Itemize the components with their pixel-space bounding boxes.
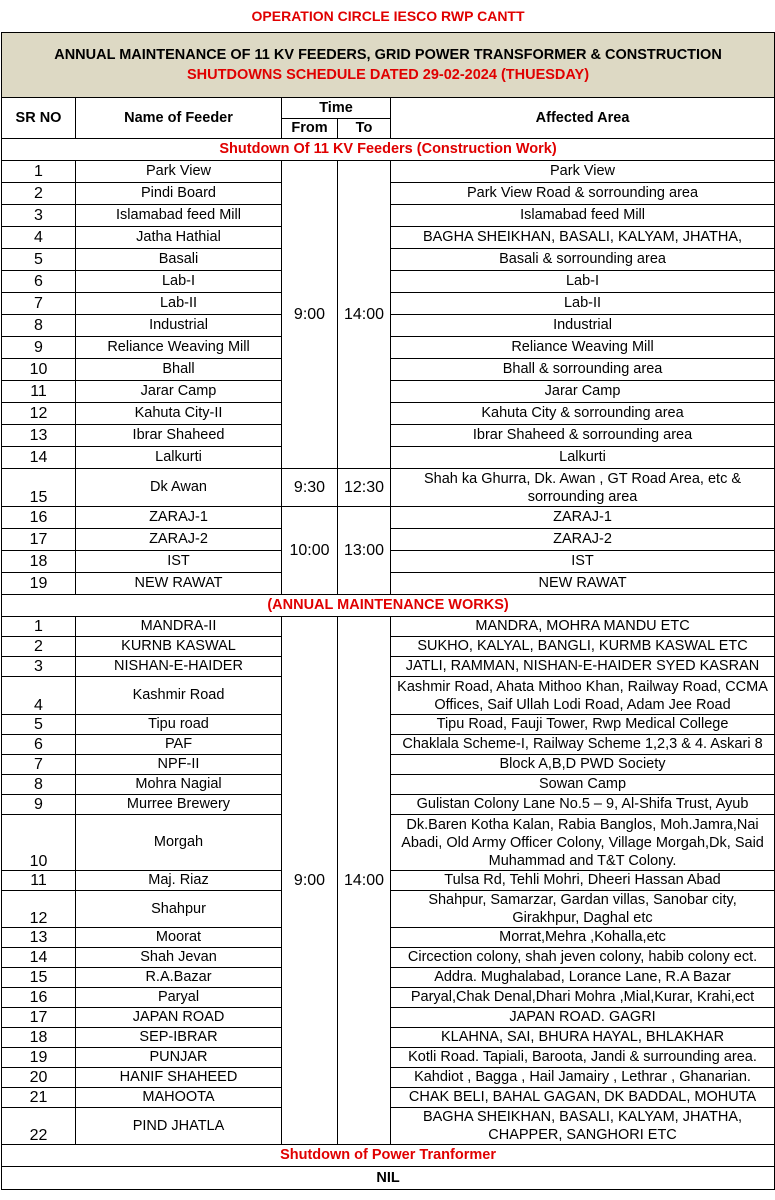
schedule-heading (2, 33, 775, 98)
feeder-name-cell: ZARAJ-1 (76, 507, 282, 529)
feeder-name-cell: MAHOOTA (76, 1088, 282, 1108)
affected-area-cell: Kahdiot , Bagga , Hail Jamairy , Lethrar , Ghanarian. (391, 1068, 775, 1088)
sr-no-cell: 15 (2, 968, 76, 988)
affected-area-cell: BAGHA SHEIKHAN, BASALI, KALYAM, JHATHA, CHAPPER, SANGHORI ETC (391, 1108, 775, 1145)
feeder-name-cell: ZARAJ-2 (76, 529, 282, 551)
time-from-cell: 9:00 (282, 617, 338, 1145)
feeder-name-cell: NISHAN-E-HAIDER (76, 657, 282, 677)
affected-area-cell: JAPAN ROAD. GAGRI (391, 1008, 775, 1028)
affected-area-cell: Reliance Weaving Mill (391, 337, 775, 359)
sr-no-cell: 4 (2, 677, 76, 715)
affected-area-cell: Tipu Road, Fauji Tower, Rwp Medical College (391, 715, 775, 735)
affected-area-cell: Kotli Road. Tapiali, Baroota, Jandi & surrounding area. (391, 1048, 775, 1068)
affected-area-cell: Jarar Camp (391, 381, 775, 403)
sr-no-cell: 16 (2, 988, 76, 1008)
affected-area-cell: Dk.Baren Kotha Kalan, Rabia Banglos, Moh.Jamra,Nai Abadi, Old Army Officer Colony, Village Morgah,Dk, Said Muhammad and T&T Colony. (391, 815, 775, 871)
affected-area-cell: Lalkurti (391, 447, 775, 469)
sr-no-cell: 5 (2, 249, 76, 271)
affected-area-cell: Islamabad feed Mill (391, 205, 775, 227)
sr-no-cell: 2 (2, 637, 76, 657)
sr-no-cell: 8 (2, 775, 76, 795)
sr-no-cell: 18 (2, 1028, 76, 1048)
feeder-name-cell: Lab-I (76, 271, 282, 293)
feeder-name-cell: MANDRA-II (76, 617, 282, 637)
time-from-cell: 9:00 (282, 161, 338, 469)
feeder-name-cell: NEW RAWAT (76, 573, 282, 595)
sr-no-cell: 12 (2, 403, 76, 425)
feeder-name-cell: Morgah (76, 815, 282, 871)
sr-no-cell: 2 (2, 183, 76, 205)
feeder-name-cell: Tipu road (76, 715, 282, 735)
sr-no-cell: 22 (2, 1108, 76, 1145)
feeder-name-cell: Shah Jevan (76, 948, 282, 968)
affected-area-cell: Tulsa Rd, Tehli Mohri, Dheeri Hassan Abad (391, 871, 775, 891)
affected-area-cell: Lab-I (391, 271, 775, 293)
sr-no-cell: 9 (2, 795, 76, 815)
affected-area-cell: Block A,B,D PWD Society (391, 755, 775, 775)
time-from-cell: 9:30 (282, 469, 338, 507)
affected-area-cell: Sowan Camp (391, 775, 775, 795)
feeder-name-cell: JAPAN ROAD (76, 1008, 282, 1028)
feeder-name-cell: SEP-IBRAR (76, 1028, 282, 1048)
feeder-name-cell: Reliance Weaving Mill (76, 337, 282, 359)
affected-area-cell: KLAHNA, SAI, BHURA HAYAL, BHLAKHAR (391, 1028, 775, 1048)
feeder-name-cell: Ibrar Shaheed (76, 425, 282, 447)
affected-area-cell: Kahuta City & sorrounding area (391, 403, 775, 425)
shutdown-schedule-table (1, 0, 775, 1190)
sr-no-cell: 21 (2, 1088, 76, 1108)
feeder-row (2, 161, 775, 183)
affected-area-cell: Park View Road & sorrounding area (391, 183, 775, 205)
feeder-name-cell: Jatha Hathial (76, 227, 282, 249)
col-time: Time (282, 98, 391, 119)
feeder-name-cell: R.A.Bazar (76, 968, 282, 988)
sr-no-cell: 14 (2, 447, 76, 469)
affected-area-cell: Lab-II (391, 293, 775, 315)
sr-no-cell: 10 (2, 359, 76, 381)
sr-no-cell: 9 (2, 337, 76, 359)
heading-line-2: SHUTDOWNS SCHEDULE DATED 29-02-2024 (THUESDAY) (187, 67, 590, 83)
feeder-name-cell: PAF (76, 735, 282, 755)
heading-line-1: ANNUAL MAINTENANCE OF 11 KV FEEDERS, GRID POWER TRANSFORMER & CONSTRUCTION (54, 47, 722, 63)
feeder-name-cell: Lab-II (76, 293, 282, 315)
transformer-value: NIL (2, 1167, 775, 1190)
feeder-name-cell: Moorat (76, 928, 282, 948)
time-to-cell: 14:00 (338, 161, 391, 469)
sr-no-cell: 16 (2, 507, 76, 529)
feeder-name-cell: Jarar Camp (76, 381, 282, 403)
affected-area-cell: Circection colony, shah jeven colony, habib colony ect. (391, 948, 775, 968)
col-sr-no: SR NO (2, 98, 76, 139)
col-feeder: Name of Feeder (76, 98, 282, 139)
affected-area-cell: CHAK BELI, BAHAL GAGAN, DK BADDAL, MOHUTA (391, 1088, 775, 1108)
feeder-name-cell: Bhall (76, 359, 282, 381)
section-maintenance-title: (ANNUAL MAINTENANCE WORKS) (2, 595, 775, 617)
feeder-name-cell: KURNB KASWAL (76, 637, 282, 657)
affected-area-cell: Basali & sorrounding area (391, 249, 775, 271)
feeder-name-cell: Murree Brewery (76, 795, 282, 815)
affected-area-cell: ZARAJ-1 (391, 507, 775, 529)
sr-no-cell: 1 (2, 617, 76, 637)
feeder-name-cell: Pindi Board (76, 183, 282, 205)
feeder-name-cell: NPF-II (76, 755, 282, 775)
affected-area-cell: Industrial (391, 315, 775, 337)
feeder-name-cell: Shahpur (76, 891, 282, 928)
time-to-cell: 14:00 (338, 617, 391, 1145)
feeder-name-cell: Mohra Nagial (76, 775, 282, 795)
sr-no-cell: 3 (2, 205, 76, 227)
affected-area-cell: Paryal,Chak Denal,Dhari Mohra ,Mial,Kurar, Krahi,ect (391, 988, 775, 1008)
col-time-to: To (338, 119, 391, 139)
sr-no-cell: 5 (2, 715, 76, 735)
feeder-name-cell: PIND JHATLA (76, 1108, 282, 1145)
sr-no-cell: 8 (2, 315, 76, 337)
affected-area-cell: Park View (391, 161, 775, 183)
feeder-name-cell: Dk Awan (76, 469, 282, 507)
sr-no-cell: 4 (2, 227, 76, 249)
sr-no-cell: 13 (2, 425, 76, 447)
sr-no-cell: 13 (2, 928, 76, 948)
sr-no-cell: 7 (2, 293, 76, 315)
time-to-cell: 13:00 (338, 507, 391, 595)
time-to-cell: 12:30 (338, 469, 391, 507)
sr-no-cell: 6 (2, 735, 76, 755)
affected-area-cell: Kashmir Road, Ahata Mithoo Khan, Railway Road, CCMA Offices, Saif Ullah Lodi Road, Adam Jee Road (391, 677, 775, 715)
sr-no-cell: 3 (2, 657, 76, 677)
feeder-name-cell: Kashmir Road (76, 677, 282, 715)
section-construction-title: Shutdown Of 11 KV Feeders (Construction Work) (2, 139, 775, 161)
affected-area-cell: Gulistan Colony Lane No.5 – 9, Al-Shifa Trust, Ayub (391, 795, 775, 815)
feeder-row (2, 507, 775, 529)
col-affected-area: Affected Area (391, 98, 775, 139)
sr-no-cell: 17 (2, 529, 76, 551)
affected-area-cell: BAGHA SHEIKHAN, BASALI, KALYAM, JHATHA, (391, 227, 775, 249)
section-transformer-title: Shutdown of Power Tranformer (2, 1145, 775, 1167)
affected-area-cell: Shah ka Ghurra, Dk. Awan , GT Road Area, etc & sorrounding area (391, 469, 775, 507)
affected-area-cell: Bhall & sorrounding area (391, 359, 775, 381)
sr-no-cell: 11 (2, 871, 76, 891)
transformer-value-row (2, 1167, 775, 1190)
feeder-name-cell: Kahuta City-II (76, 403, 282, 425)
sr-no-cell: 1 (2, 161, 76, 183)
affected-area-cell: JATLI, RAMMAN, NISHAN-E-HAIDER SYED KASRAN (391, 657, 775, 677)
sr-no-cell: 6 (2, 271, 76, 293)
section-transformer-row (2, 1145, 775, 1167)
feeder-name-cell: Lalkurti (76, 447, 282, 469)
feeder-name-cell: Park View (76, 161, 282, 183)
affected-area-cell: ZARAJ-2 (391, 529, 775, 551)
maintenance-row (2, 617, 775, 637)
feeder-name-cell: Islamabad feed Mill (76, 205, 282, 227)
affected-area-cell: Chaklala Scheme-I, Railway Scheme 1,2,3 & 4. Askari 8 (391, 735, 775, 755)
sr-no-cell: 7 (2, 755, 76, 775)
time-from-cell: 10:00 (282, 507, 338, 595)
sr-no-cell: 19 (2, 573, 76, 595)
affected-area-cell: SUKHO, KALYAL, BANGLI, KURMB KASWAL ETC (391, 637, 775, 657)
feeder-name-cell: HANIF SHAHEED (76, 1068, 282, 1088)
sr-no-cell: 18 (2, 551, 76, 573)
feeder-row (2, 469, 775, 507)
affected-area-cell: Shahpur, Samarzar, Gardan villas, Sanobar city, Girakhpur, Daghal etc (391, 891, 775, 928)
document-title: OPERATION CIRCLE IESCO RWP CANTT (2, 0, 775, 33)
sr-no-cell: 10 (2, 815, 76, 871)
feeder-name-cell: Basali (76, 249, 282, 271)
sr-no-cell: 19 (2, 1048, 76, 1068)
sr-no-cell: 15 (2, 469, 76, 507)
sr-no-cell: 20 (2, 1068, 76, 1088)
feeder-name-cell: Maj. Riaz (76, 871, 282, 891)
sr-no-cell: 17 (2, 1008, 76, 1028)
affected-area-cell: Ibrar Shaheed & sorrounding area (391, 425, 775, 447)
sr-no-cell: 12 (2, 891, 76, 928)
feeder-name-cell: IST (76, 551, 282, 573)
sr-no-cell: 11 (2, 381, 76, 403)
affected-area-cell: Addra. Mughalabad, Lorance Lane, R.A Bazar (391, 968, 775, 988)
affected-area-cell: Morrat,Mehra ,Kohalla,etc (391, 928, 775, 948)
feeder-name-cell: PUNJAR (76, 1048, 282, 1068)
col-time-from: From (282, 119, 338, 139)
sr-no-cell: 14 (2, 948, 76, 968)
section-maintenance-row (2, 595, 775, 617)
affected-area-cell: NEW RAWAT (391, 573, 775, 595)
feeder-name-cell: Industrial (76, 315, 282, 337)
affected-area-cell: MANDRA, MOHRA MANDU ETC (391, 617, 775, 637)
affected-area-cell: IST (391, 551, 775, 573)
feeder-name-cell: Paryal (76, 988, 282, 1008)
